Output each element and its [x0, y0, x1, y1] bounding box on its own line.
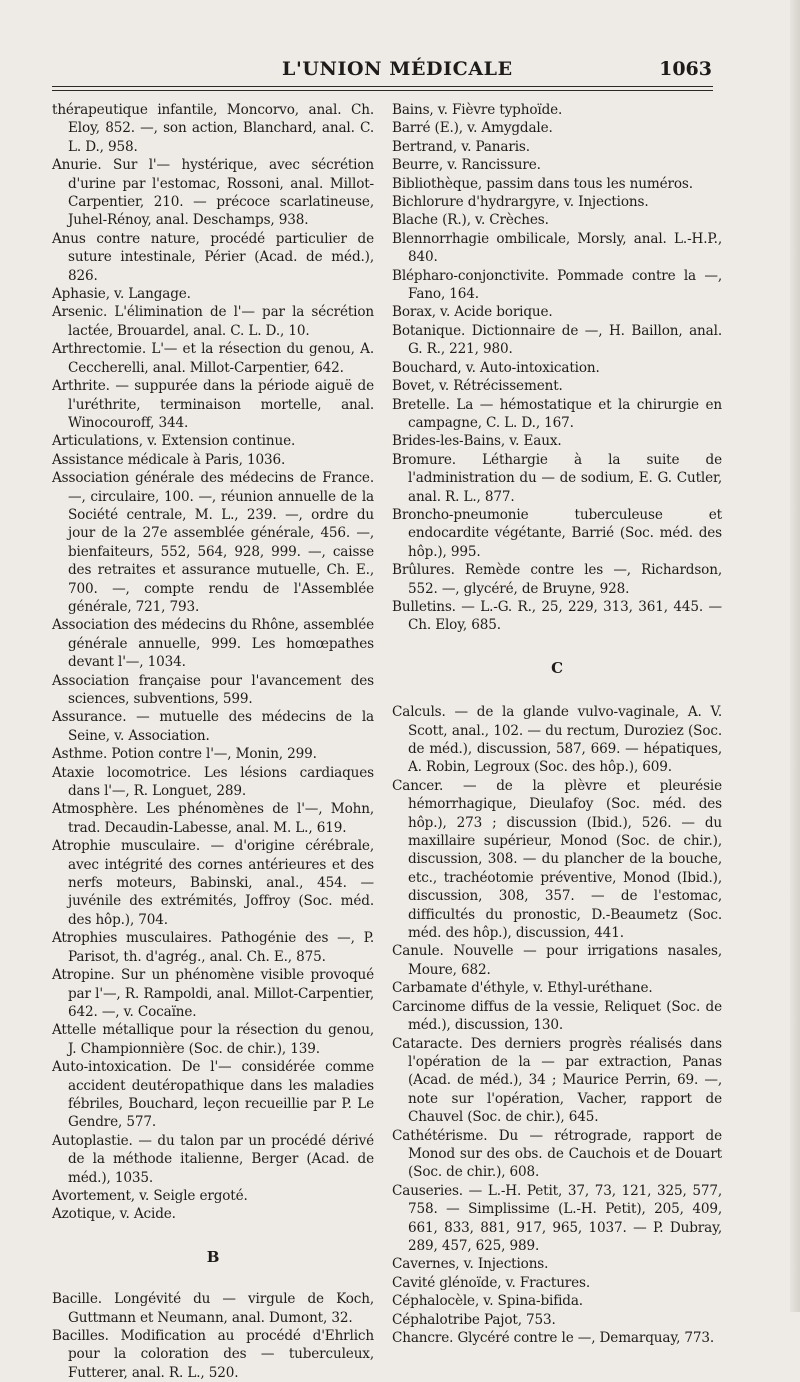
- index-entry: Bacille. Longévité du — virgule de Koch, Guttmann et Neumann, anal. Dumont, 32.: [52, 1291, 374, 1326]
- index-entry: Assurance. — mutuelle des médecins de la Seine, v. Association.: [52, 709, 374, 744]
- index-entry: Carcinome diffus de la vessie, Reliquet (Soc. de méd.), discussion, 130.: [392, 998, 722, 1034]
- index-entry: Ataxie locomotrice. Les lésions cardiaques dans l'—, R. Longuet, 289.: [52, 764, 374, 800]
- index-entry: Articulations, v. Extension continue.: [52, 433, 296, 450]
- index-entry: Association des médecins du Rhône, assemblée générale annuelle, 999. Les homœpathes devant l'—, 1034.: [52, 617, 374, 671]
- section-letter-b: B: [206, 1247, 220, 1266]
- index-entry: Bertrand, v. Panaris.: [392, 138, 530, 155]
- header-rule-thin: [52, 90, 713, 91]
- index-column-left: [52, 101, 374, 1382]
- index-entry: Cathétérisme. Du — rétrograde, rapport de Monod sur des obs. de Cauchois et de Douart (Soc. de chir.), 608.: [392, 1127, 722, 1181]
- index-entry: Bouchard, v. Auto-intoxication.: [392, 359, 600, 376]
- index-entry: Barré (E.), v. Amygdale.: [392, 120, 553, 137]
- index-entry: Cavité glénoïde, v. Fractures.: [392, 1274, 591, 1291]
- index-entry: Chancre. Glycéré contre le —, Demarquay, 773.: [392, 1330, 715, 1346]
- index-entry: Assistance médicale à Paris, 1036.: [52, 451, 286, 468]
- index-entry: Bibliothèque, passim dans tous les numéros.: [392, 175, 693, 192]
- index-entry: Cavernes, v. Injections.: [392, 1256, 549, 1273]
- index-entry: Arthrite. — suppurée dans la période aiguë de l'uréthrite, terminaison mortelle, anal. Winocouroff, 344.: [52, 378, 374, 431]
- index-column-right: [392, 101, 722, 1347]
- index-entry: Céphalocèle, v. Spina-bifida.: [392, 1293, 583, 1310]
- header-rule: [52, 86, 713, 87]
- index-entry: Bains, v. Fièvre typhoïde.: [392, 102, 563, 118]
- index-entry: Asthme. Potion contre l'—, Monin, 299.: [52, 746, 317, 763]
- index-entry: Causeries. — L.-H. Petit, 37, 73, 121, 325, 577, 758. — Simplissime (L.-H. Petit), 205, 409, 661, 833, 881, 917, 965, 1037. — P. Dubray, 289, 457, 625, 989.: [392, 1182, 722, 1254]
- index-entry: Cancer. — de la plèvre et pleurésie hémorrhagique, Dieulafoy (Soc. méd. des hôp.), 273 ; discussion (Ibid.), 526. — du maxillaire supérieur, Monod (Soc. de chir.), discussion, 308. — du plancher de la bouche, etc., trachéotomie préventive, Monod (Ibid.), discussion, 308, 357. — de l'estomac, difficultés du pronostic, D.-Beaumetz (Soc. méd. des hôp.), discussion, 441.: [392, 777, 722, 942]
- page-number: 1063: [659, 58, 712, 80]
- index-entry: Bovet, v. Rétrécissement.: [392, 378, 563, 395]
- index-entry: Association française pour l'avancement des sciences, subventions, 599.: [52, 672, 374, 707]
- index-entry: Anus contre nature, procédé particulier de suture intestinale, Périer (Acad. de méd.), 826.: [52, 230, 374, 284]
- index-entry: Arsenic. L'élimination de l'— par la sécrétion lactée, Brouardel, anal. C. L. D., 10.: [52, 304, 374, 339]
- index-entry: Atropine. Sur un phénomène visible provoqué par l'—, R. Rampoldi, anal. Millot-Carpentier, 642. —, v. Cocaïne.: [52, 967, 374, 1020]
- index-entry: Canule. Nouvelle — pour irrigations nasales, Moure, 682.: [392, 943, 722, 978]
- index-entry: Atrophie musculaire. — d'origine cérébrale, avec intégrité des cornes antérieures et des nerfs moteurs, Babinski, anal., 454. — juvénile des extrémités, Joffroy (Soc. méd. des hôp.), 704.: [52, 838, 374, 928]
- index-entry: Bulletins. — L.-G. R., 25, 229, 313, 361, 445. — Ch. Eloy, 685.: [392, 598, 722, 634]
- index-entry: Blépharo-conjonctivite. Pommade contre la —, Fano, 164.: [392, 267, 722, 303]
- index-entry: Céphalotribe Pajot, 753.: [392, 1311, 556, 1328]
- section-letter-c: C: [551, 658, 563, 677]
- index-entry: Attelle métallique pour la résection du genou, J. Championnière (Soc. de chir.), 139.: [52, 1022, 374, 1057]
- index-entry: Beurre, v. Rancissure.: [392, 157, 541, 174]
- index-entry: Arthrectomie. L'— et la résection du genou, A. Ceccherelli, anal. Millot-Carpentier, 642.: [52, 341, 374, 376]
- index-entry: Atrophies musculaires. Pathogénie des —, P. Parisot, th. d'agrég., anal. Ch. E., 875.: [52, 930, 374, 965]
- index-entry: Atmosphère. Les phénomènes de l'—, Mohn, trad. Decaudin-Labesse, anal. M. L., 619.: [52, 801, 374, 836]
- index-entry: Azotique, v. Acide.: [52, 1206, 176, 1223]
- index-entry: Autoplastie. — du talon par un procédé dérivé de la méthode italienne, Berger (Acad. de méd.), 1035.: [52, 1132, 374, 1186]
- index-entry: Anurie. Sur l'— hystérique, avec sécrétion d'urine par l'estomac, Rossoni, anal. Millot-Carpentier, 210. — précoce scarlatineuse, Juhel-Rénoy, anal. Deschamps, 938.: [52, 157, 374, 229]
- index-entry: Borax, v. Acide borique.: [392, 304, 553, 321]
- index-entry: thérapeutique infantile, Moncorvo, anal. Ch. Eloy, 852. —, son action, Blanchard, anal. C. L. D., 958.: [52, 102, 374, 155]
- index-entry: Aphasie, v. Langage.: [52, 286, 191, 303]
- index-entry: Bichlorure d'hydrargyre, v. Injections.: [392, 194, 649, 211]
- index-entry: Bromure. Léthargie à la suite de l'administration du — de sodium, E. G. Cutler, anal. R. L., 877.: [392, 451, 722, 505]
- index-entry: Avortement, v. Seigle ergoté.: [52, 1187, 248, 1204]
- index-entry: Blache (R.), v. Crèches.: [392, 212, 549, 229]
- index-entry: Botanique. Dictionnaire de —, H. Baillon, anal. G. R., 221, 980.: [392, 322, 722, 358]
- index-entry: Brides-les-Bains, v. Eaux.: [392, 433, 562, 450]
- index-entry: Carbamate d'éthyle, v. Ethyl-uréthane.: [392, 980, 653, 997]
- running-title: L'UNION MÉDICALE: [282, 58, 513, 80]
- index-entry: Cataracte. Des derniers progrès réalisés dans l'opération de la — par extraction, Panas (Acad. de méd.), 34 ; Maurice Perrin, 69. —, note sur l'opération, Vacher, rapport de Chauvel (Soc. de chir.), 645.: [392, 1035, 722, 1126]
- index-entry: Auto-intoxication. De l'— considérée comme accident deutéropathique dans les maladies fébriles, Bouchard, leçon recueillie par P. Le Gendre, 577.: [52, 1059, 374, 1131]
- index-entry: Blennorrhagie ombilicale, Morsly, anal. L.-H.P., 840.: [392, 230, 722, 266]
- index-entry: Calculs. — de la glande vulvo-vaginale, A. V. Scott, anal., 102. — du rectum, Duroziez (Soc. de méd.), discussion, 587, 669. — hépatiques, A. Robin, Legroux (Soc. des hôp.), 609.: [392, 704, 722, 776]
- index-entry: Broncho-pneumonie tuberculeuse et endocardite végétante, Barrié (Soc. méd. des hôp.), 995.: [392, 506, 722, 560]
- index-entry: Association générale des médecins de France. —, circulaire, 100. —, réunion annuelle de la Société centrale, M. L., 239. —, ordre du jour de la 27e assemblée générale, 456. —, bienfaiteurs, 552, 564, 928, 999. —, caisse des retraites et assurance mutuelle, Ch. E., 700. —, compte rendu de l'Assemblée générale, 721, 793.: [52, 470, 374, 615]
- index-entry: Bacilles. Modification au procédé d'Ehrlich pour la coloration des — tuberculeux, Futterer, anal. R. L., 520.: [52, 1328, 374, 1381]
- index-entry: Brûlures. Remède contre les —, Richardson, 552. —, glycéré, de Bruyne, 928.: [392, 562, 722, 597]
- page-edge-shadow: [790, 0, 800, 1312]
- page-header: [52, 52, 714, 84]
- index-entry: Bretelle. La — hémostatique et la chirurgie en campagne, C. L. D., 167.: [392, 396, 722, 431]
